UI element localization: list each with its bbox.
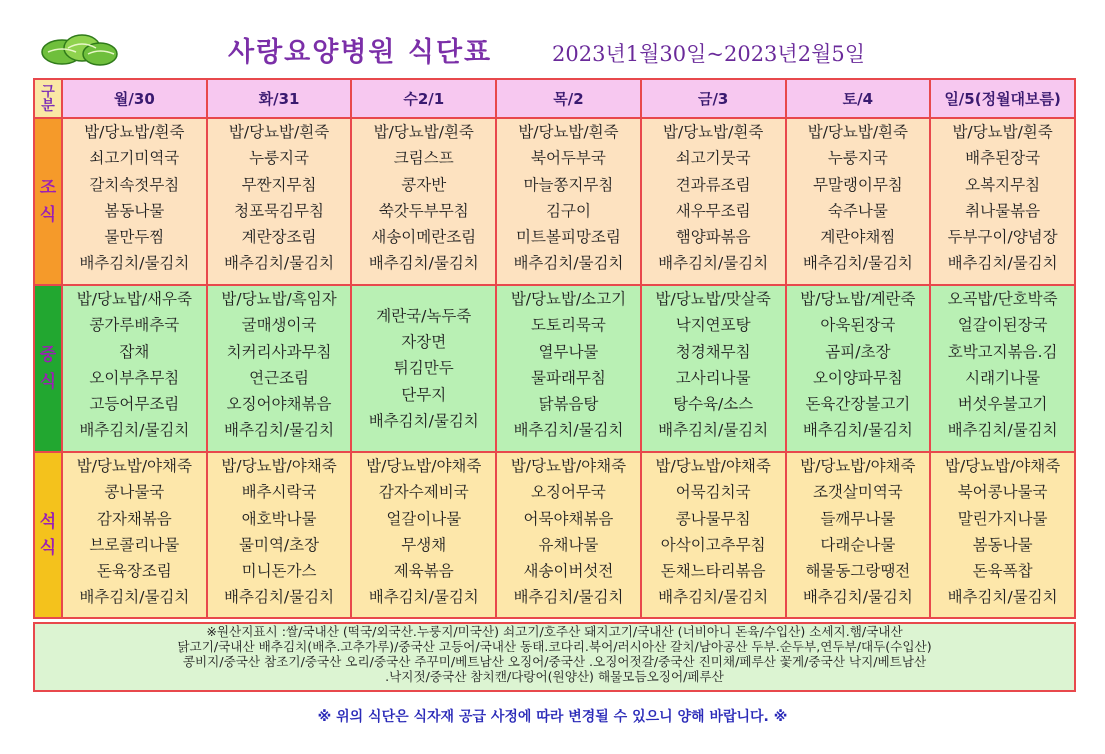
menu-item: 물미역/초장 (239, 535, 320, 554)
page-header (0, 0, 1105, 78)
day-header: 토/4 (786, 79, 931, 118)
menu-item: 해물동그랑땡전 (805, 562, 911, 581)
menu-item: 제육볶음 (393, 562, 454, 581)
menu-item: 쇠고기미역국 (89, 149, 180, 168)
menu-item: 밥/당뇨밥/야채죽 (655, 457, 771, 475)
menu-item: 들깨무나물 (820, 509, 896, 528)
date-range: 2023년1월30일~2023년2월5일 (552, 42, 866, 66)
menu-cell (786, 452, 931, 618)
menu-item: 아삭이고추무침 (660, 535, 766, 554)
menu-item: 두부구이/양념장 (947, 228, 1058, 247)
menu-item: 밥/당뇨밥/야채죽 (366, 457, 482, 475)
menu-item: 도토리묵국 (531, 316, 606, 335)
menu-cell (62, 452, 207, 618)
menu-item: 새우무조림 (675, 201, 751, 220)
menu-item: 밥/당뇨밥/계란죽 (800, 290, 916, 308)
menu-cell (786, 118, 931, 285)
meal-label-char: 조 (39, 178, 57, 199)
menu-cell (62, 118, 207, 285)
menu-item: 아욱된장국 (820, 316, 896, 335)
menu-item: 배추김치/물김치 (224, 254, 335, 273)
day-header: 화/31 (207, 79, 352, 118)
menu-item: 미니돈가스 (241, 562, 317, 581)
menu-item: 계란야채찜 (820, 228, 896, 247)
menu-item: 오징어야채볶음 (226, 395, 332, 414)
menu-item: 밥/당뇨밥/야채죽 (944, 457, 1061, 475)
menu-item: 자장면 (401, 333, 447, 352)
menu-item: 청경채무침 (675, 342, 751, 361)
footer-note: ※ 위의 식단은 식자재 공급 사정에 따라 변경될 수 있으니 양해 바랍니다. ※ (317, 709, 788, 725)
menu-item: 닭볶음탕 (538, 395, 599, 414)
menu-cell (351, 118, 496, 285)
menu-item: 배추김치/물김치 (224, 588, 335, 607)
menu-item: 밥/당뇨밥/흰죽 (84, 123, 185, 141)
menu-item: 햄양파볶음 (675, 228, 751, 247)
menu-item: 돈육폭찹 (972, 562, 1033, 581)
menu-item: 숙주나물 (827, 201, 888, 220)
menu-item: 물만두찜 (104, 228, 165, 247)
menu-item: 단무지 (401, 385, 447, 404)
menu-item: 무생채 (401, 535, 447, 554)
menu-item: 배추김치/물김치 (368, 254, 479, 273)
menu-item: 밥/당뇨밥/흰죽 (807, 123, 909, 141)
menu-item: 배추김치/물김치 (79, 254, 190, 273)
day-header: 수2/1 (351, 79, 496, 118)
menu-item: 고등어무조림 (89, 395, 180, 414)
menu-item: 오복지무침 (965, 175, 1041, 194)
menu-item: 콩나물국 (104, 483, 165, 502)
menu-item: 얼갈이된장국 (957, 316, 1048, 335)
menu-item: 오이부추무침 (89, 368, 180, 387)
menu-cell (351, 285, 496, 452)
menu-item: 배추김치/물김치 (658, 254, 769, 273)
menu-item: 튀김만두 (393, 359, 454, 378)
menu-item: 밥/당뇨밥/흰죽 (518, 123, 619, 141)
menu-item: 돈채느타리볶음 (660, 562, 766, 581)
menu-item: 북어두부국 (531, 149, 606, 168)
menu-item: 배추김치/물김치 (802, 588, 913, 607)
menu-item: 호박고지볶음.김 (947, 342, 1058, 361)
menu-cell (641, 118, 786, 285)
notice-line: ※원산지표시 :쌀/국내산 (떡국/외국산.누룽지/미국산) 쇠고기/호주산 돼지고기/국내산 (너비아니 돈육/수입산) 소세지.햄/국내산 (206, 624, 903, 639)
menu-item: 배추된장국 (965, 149, 1041, 168)
cabbage-leaves-icon (40, 30, 120, 70)
menu-item: 어묵김치국 (675, 483, 751, 502)
menu-item: 누룽지국 (249, 149, 309, 168)
menu-table (33, 78, 1076, 619)
menu-item: 배추김치/물김치 (368, 588, 479, 607)
menu-item: 콩가루배추국 (89, 316, 180, 335)
meal-label-dinner (34, 452, 62, 618)
menu-item: 밥/당뇨밥/소고기 (510, 290, 627, 308)
menu-item: 견과류조림 (675, 175, 751, 194)
day-header: 일/5(정월대보름) (930, 79, 1075, 118)
notice-line: 콩비지/중국산 참조기/중국산 오리/중국산 주꾸미/베트남산 오징어/중국산 .오징어젓갈/중국산 진미채/페루산 꽃게/중국산 낙지/베트남산 (182, 654, 927, 669)
menu-item: 밥/당뇨밥/야채죽 (76, 457, 192, 475)
menu-item: 물파래무침 (531, 368, 606, 387)
menu-item: 치커리사과무침 (226, 342, 332, 361)
menu-item: 유채나물 (538, 535, 599, 554)
menu-cell (351, 452, 496, 618)
menu-item: 배추김치/물김치 (224, 421, 335, 440)
menu-cell (207, 285, 352, 452)
menu-item: 콩자반 (401, 175, 447, 194)
menu-item: 배추김치/물김치 (368, 411, 479, 430)
menu-item: 청포묵김무침 (234, 201, 324, 220)
menu-item: 감자채볶음 (96, 509, 172, 528)
menu-item: 돈육간장불고기 (805, 395, 911, 414)
menu-cell (930, 285, 1075, 452)
menu-item: 새송이버섯전 (523, 562, 614, 581)
menu-item: 곰피/초장 (825, 342, 891, 361)
menu-item: 갈치속젓무침 (89, 175, 180, 194)
notice-line: .낙지젓/중국산 참치캔/다랑어(원양산) 해물모듬오징어/페루산 (385, 669, 724, 684)
notice-line: 닭고기/국내산 배추김치(배추.고추가루)/중국산 고등어/국내산 동태.코다리.북어/러시아산 갈치/남아공산 두부.순두부,연두부/대두(수입산) (177, 639, 932, 654)
menu-item: 감자수제비국 (378, 483, 469, 502)
menu-cell (207, 118, 352, 285)
menu-item: 배추김치/물김치 (947, 588, 1058, 607)
menu-item: 연근조림 (249, 368, 309, 387)
day-header-row (34, 79, 1075, 118)
menu-item: 고사리나물 (675, 368, 751, 387)
menu-item: 밥/당뇨밥/흑임자 (221, 290, 337, 308)
meal-label-char: 식 (39, 371, 57, 392)
menu-item: 무말랭이무침 (812, 175, 903, 194)
menu-item: 배추김치/물김치 (658, 588, 769, 607)
day-header: 금/3 (641, 79, 786, 118)
menu-cell (207, 452, 352, 618)
menu-item: 크림스프 (393, 149, 454, 168)
menu-cell (641, 452, 786, 618)
menu-item: 오곡밥/단호박죽 (947, 290, 1058, 308)
menu-item: 미트볼피망조림 (516, 228, 621, 247)
menu-item: 계란국/녹두죽 (376, 306, 472, 325)
menu-item: 오징어무국 (531, 483, 606, 502)
menu-item: 배추김치/물김치 (947, 421, 1058, 440)
menu-item: 배추김치/물김치 (513, 588, 624, 607)
meal-row-dinner (34, 452, 1075, 618)
menu-item: 오이양파무침 (812, 368, 903, 387)
menu-cell (930, 118, 1075, 285)
menu-item: 밥/당뇨밥/흰죽 (952, 123, 1053, 141)
menu-item: 밥/당뇨밥/야채죽 (510, 457, 627, 475)
origin-notice (33, 622, 1076, 692)
menu-item: 북어콩나물국 (957, 483, 1048, 502)
day-header: 목/2 (496, 79, 641, 118)
meal-label-char: 석 (39, 511, 57, 532)
menu-item: 취나물볶음 (965, 201, 1041, 220)
menu-item: 쑥갓두부무침 (378, 201, 469, 220)
menu-item: 시래기나물 (965, 368, 1041, 387)
menu-item: 누룽지국 (827, 149, 888, 168)
menu-cell (496, 452, 641, 618)
menu-item: 콩나물무침 (675, 509, 751, 528)
meal-row-breakfast (34, 118, 1075, 285)
menu-item: 어묵야채볶음 (523, 509, 614, 528)
menu-item: 돈육장조림 (96, 562, 172, 581)
menu-item: 밥/당뇨밥/야채죽 (800, 457, 916, 475)
menu-item: 쇠고기뭇국 (675, 149, 751, 168)
menu-item: 굴매생이국 (241, 316, 317, 335)
corner-label-text: 구분 (41, 83, 55, 114)
menu-item: 배추김치/물김치 (947, 254, 1058, 273)
menu-item: 계란장조림 (241, 228, 317, 247)
menu-item: 배추김치/물김치 (802, 254, 913, 273)
menu-item: 애호박나물 (241, 509, 317, 528)
menu-item: 얼갈이나물 (386, 509, 462, 528)
meal-label-breakfast (34, 118, 62, 285)
menu-item: 밥/당뇨밥/흰죽 (373, 123, 474, 141)
menu-item: 밥/당뇨밥/야채죽 (221, 457, 337, 475)
menu-item: 낙지연포탕 (675, 316, 751, 335)
menu-item: 열무나물 (538, 342, 599, 361)
meal-label-char: 식 (39, 204, 57, 225)
menu-item: 버섯우불고기 (957, 395, 1048, 414)
menu-item: 배추시락국 (241, 483, 317, 502)
menu-item: 밥/당뇨밥/새우죽 (76, 290, 192, 308)
menu-item: 배추김치/물김치 (513, 421, 624, 440)
menu-item: 마늘쫑지무침 (523, 175, 614, 194)
meal-label-lunch (34, 285, 62, 452)
menu-item: 새송이메란조림 (371, 228, 477, 247)
menu-cell (786, 285, 931, 452)
menu-item: 다래순나물 (820, 535, 896, 554)
menu-item: 봄동나물 (104, 201, 165, 220)
menu-item: 잡채 (119, 342, 150, 361)
menu-item: 배추김치/물김치 (802, 421, 913, 440)
meal-row-lunch (34, 285, 1075, 452)
corner-label (34, 79, 62, 118)
menu-item: 탕수육/소스 (673, 395, 754, 414)
menu-cell (62, 285, 207, 452)
meal-label-char: 식 (39, 538, 57, 558)
menu-item: 말린가지나물 (957, 509, 1048, 528)
menu-item: 무짠지무침 (241, 175, 317, 194)
meal-label-char: 중 (39, 345, 57, 366)
menu-item: 봄동나물 (972, 535, 1033, 554)
menu-cell (930, 452, 1075, 618)
menu-item: 배추김치/물김치 (79, 588, 190, 607)
menu-item: 조갯살미역국 (812, 483, 903, 502)
menu-item: 밥/당뇨밥/흰죽 (663, 123, 764, 141)
menu-item: 브로콜리나물 (89, 535, 180, 554)
page-title: 사랑요양병원 식단표 (228, 37, 493, 68)
menu-item: 배추김치/물김치 (79, 421, 190, 440)
menu-cell (496, 285, 641, 452)
menu-item: 밥/당뇨밥/맛살죽 (655, 290, 771, 308)
menu-item: 배추김치/물김치 (658, 421, 769, 440)
menu-item: 배추김치/물김치 (513, 254, 624, 273)
menu-cell (641, 285, 786, 452)
menu-cell (496, 118, 641, 285)
menu-item: 김구이 (546, 201, 591, 220)
day-header: 월/30 (62, 79, 207, 118)
menu-item: 밥/당뇨밥/흰죽 (228, 123, 330, 141)
